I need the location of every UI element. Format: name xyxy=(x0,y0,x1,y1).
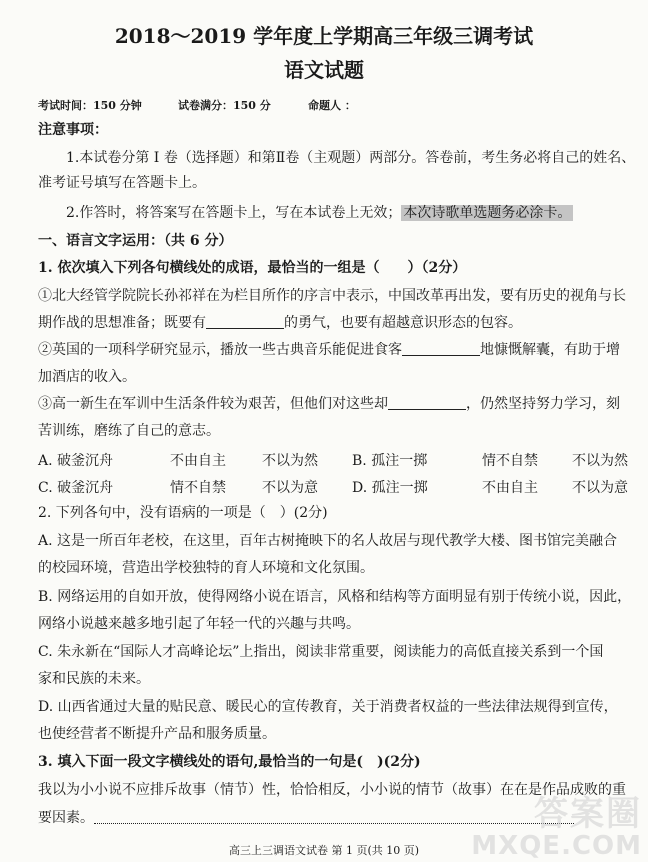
q1-s3-pre: ③高一新生在军训中生活条件较为艰苦，但他们对这些却 xyxy=(38,396,388,412)
question-2-stem: 2. 下列各句中，没有语病的一项是（ ）(2分) xyxy=(38,505,328,521)
q1-s3-post: ，仍然坚持努力学习，刻 xyxy=(466,396,620,412)
full-score: 试卷满分：150 分 xyxy=(178,99,271,112)
exam-title: 2018～2019 学年度上学期高三年级三调考试 xyxy=(114,24,534,48)
q3-passage-end: 要因素。 xyxy=(38,810,94,826)
option-b-word-2: 情不自禁 xyxy=(482,453,538,469)
option-d-word-2: 不由自主 xyxy=(482,480,538,496)
exam-time: 考试时间：150 分钟 xyxy=(38,99,142,112)
q2-option-a-cont: 的校园环境，营造出学校独特的育人环境和文化氛围。 xyxy=(38,560,374,576)
option-b-word-3: 不以为然 xyxy=(572,453,628,469)
option-a: A. 破釜沉舟 xyxy=(38,453,114,469)
author-label: 命题人 ： xyxy=(308,99,356,112)
option-d-word-3: 不以为意 xyxy=(572,480,628,496)
q1-sentence-2 xyxy=(38,342,620,359)
q1-sentence-3-cont: 苦训练，磨练了自己的意志。 xyxy=(38,423,220,439)
notice-item-1-cont: 准考证号填写在答题卡上。 xyxy=(38,175,206,191)
question-3-stem: 3. 填入下面一段文字横线处的语句,最恰当的一句是( )(2分) xyxy=(38,754,421,770)
exam-subtitle: 语文试题 xyxy=(284,58,364,82)
q2-option-b-cont: 网络小说越来越多地引起了年轻一代的兴趣与共鸣。 xyxy=(38,616,360,632)
q1-sentence-1: ①北大经管学院院长孙祁祥在为栏目所作的序言中表示，中国改革再出发，要有历史的视角与长 xyxy=(38,288,626,304)
q1-sentence-3 xyxy=(38,396,620,413)
section-heading: 一、语言文字运用：（共 6 分） xyxy=(38,233,233,249)
notice-item-1: 1.本试卷分第 I 卷（选择题）和第Ⅱ卷（主观题）两部分。答卷前，考生务必将自己的姓名、 xyxy=(66,150,636,166)
q2-option-c-cont: 家和民族的未来。 xyxy=(38,671,150,687)
q1-sentence-2-cont: 加酒店的收入。 xyxy=(38,369,136,385)
page-footer: 高三上三调语文试卷 第 1 页(共 10 页) xyxy=(228,844,420,857)
answer-blank xyxy=(388,396,466,410)
option-a-word-3: 不以为然 xyxy=(262,453,318,469)
question-1-stem: 1. 依次填入下列各句横线处的成语，最恰当的一组是（ ）（2分） xyxy=(38,260,467,276)
answer-blank xyxy=(206,315,284,329)
watermark-logo xyxy=(471,796,642,860)
notice-highlight: 本次诗歌单选题务必涂卡。 xyxy=(403,205,572,221)
option-c-word-2: 情不自禁 xyxy=(170,480,226,496)
notice-item-2-text: 2.作答时，将答案写在答题卡上，写在本试卷上无效； xyxy=(66,205,402,221)
notice-heading: 注意事项： xyxy=(38,122,108,138)
q1-sentence-1-cont xyxy=(38,315,522,332)
q2-option-b: B. 网络运用的自如开放，使得网络小说在语言，风格和结构等方面明显有别于传统小说，因此， xyxy=(38,589,632,605)
watermark-cn: 答案圈 xyxy=(534,794,642,834)
q1-s2-pre: ②英国的一项科学研究显示，播放一些古典音乐能促进食客 xyxy=(38,342,402,358)
q2-option-a: A. 这是一所百年老校，在这里，百年古树掩映下的名人故居与现代教学大楼、图书馆完美融合 xyxy=(38,533,618,549)
q1-s1-post: 的勇气，也要有超越意识形态的包容。 xyxy=(284,315,522,331)
q3-passage: 我以为小小说不应排斥故事（情节）性，恰恰相反，小小说的情节（故事）在在是作品成败的重 xyxy=(38,782,626,798)
answer-blank xyxy=(402,342,480,356)
option-a-word-2: 不由自主 xyxy=(170,453,226,469)
notice-item-2 xyxy=(66,205,573,222)
q2-option-d: D. 山西省通过大量的贴民意、暖民心的宣传教育，关于消费者权益的一些法律法规得到宣传， xyxy=(38,699,618,715)
option-c-word-3: 不以为意 xyxy=(262,480,318,496)
q2-option-d-cont: 也使经营者不断提升产品和服务质量。 xyxy=(38,726,276,742)
option-b: B. 孤注一掷 xyxy=(352,453,428,469)
q2-option-c: C. 朱永新在“国际人才高峰论坛”上指出，阅读非常重要，阅读能力的高低直接关系到一个国 xyxy=(38,644,604,660)
watermark-en: MXQE.COM xyxy=(471,831,642,861)
q1-s1-pre: 期作战的思想准备；既要有 xyxy=(38,315,206,331)
option-c: C. 破釜沉舟 xyxy=(38,480,114,496)
option-d: D. 孤注一掷 xyxy=(352,480,428,496)
q1-s2-post: 地慷慨解囊，有助于增 xyxy=(480,342,620,358)
